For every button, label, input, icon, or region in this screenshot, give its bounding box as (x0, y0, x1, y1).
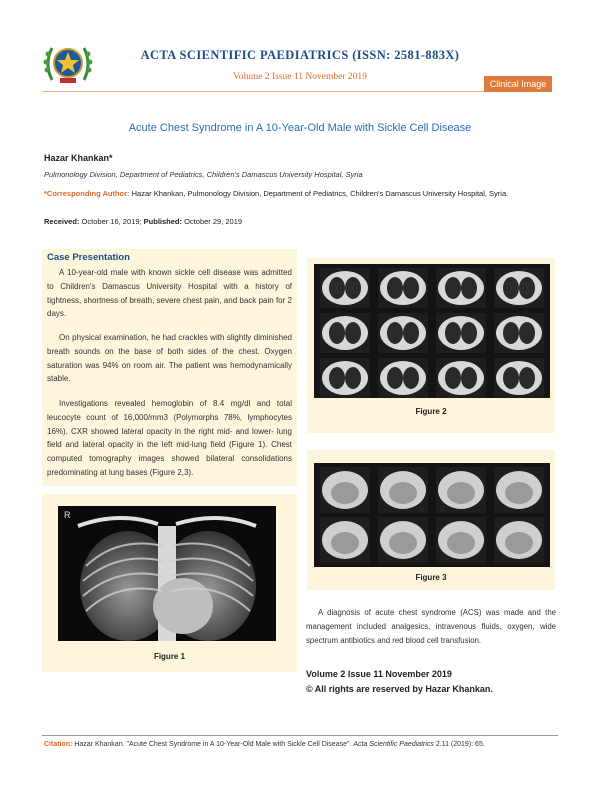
header-divider (42, 91, 552, 92)
citation-text: Hazar Khankan. "Acute Chest Syndrome in A 10-Year-Old Male with Sickle Cell Disease". (74, 741, 352, 748)
citation-divider (42, 735, 558, 736)
footer-issue: Volume 2 Issue 11 November 2019 (306, 669, 452, 679)
citation-label: Citation: (44, 741, 73, 748)
received-label: Received: (44, 217, 80, 226)
ct-scan-grid-image (314, 264, 550, 398)
figure-1-caption: Figure 1 (153, 652, 186, 661)
svg-text:R: R (64, 510, 71, 520)
chest-xray-image (58, 506, 276, 641)
copyright-notice: © All rights are reserved by Hazar Khankan. (306, 684, 493, 694)
article-title: Acute Chest Syndrome in A 10-Year-Old Male with Sickle Cell Disease (128, 122, 472, 134)
corresponding-text: Hazar Khankan, Pulmonology Division, Department of Pediatrics, Children's Damascus University Hospital, Syria. (131, 189, 509, 198)
published-date: October 29, 2019 (184, 217, 243, 226)
author-name: Hazar Khankan* (44, 153, 113, 163)
paragraph-history: A 10-year-old male with known sickle cell disease was admitted to Children's Damascus University Hospital with a history of tightness, shortness of breath, severe chest pain, and back pain for 2 days. (47, 268, 292, 319)
citation (44, 741, 485, 748)
paragraph-diagnosis: A diagnosis of acute chest syndrome (ACS) was made and the management included analgesics, intravenous fluids, oxygen, wide spectrum antibiotics and red blood cell transfusion. (306, 608, 556, 645)
paragraph-exam: On physical examination, he had crackles with slightly diminished breath sounds on the base of both sides of the chest. Oxygen saturation was 94% on room air. The patient was hemodynamically stable. (47, 333, 292, 384)
paragraph-investigations: Investigations revealed hemoglobin of 8.4 mg/dl and total leucocyte count of 16,000/mm3 (Polymorphs 78%, lymphocytes 16%). CXR showed lateral opacity in the right mid- and lower- lung field and lateral opacity in the left mid-lung field (Figure 1). Chest computed tomography images showed bilateral consolidations predominating at lung bases (Figure 2,3). (47, 399, 292, 477)
issue-info: Volume 2 Issue 11 November 2019 (233, 72, 367, 82)
citation-rest: 2.11 (2019): 65. (435, 741, 485, 748)
corresponding-label: *Corresponding Author: (44, 189, 130, 198)
article-type-badge: Clinical Image (484, 76, 552, 92)
journal-title: ACTA SCIENTIFIC PAEDIATRICS (ISSN: 2581-883X) (140, 48, 460, 62)
ct-scan-bases-image (314, 463, 550, 567)
author-affiliation: Pulmonology Division, Department of Pediatrics, Children's Damascus University Hospital, Syria (44, 170, 363, 179)
published-label: Published: (143, 217, 183, 226)
dates-line (44, 217, 242, 226)
figure-2-caption: Figure 2 (415, 407, 447, 416)
figure-3-caption: Figure 3 (415, 573, 447, 582)
section-heading: Case Presentation (47, 252, 130, 263)
received-date: October 16, 2019; (81, 217, 142, 226)
corresponding-author (44, 186, 554, 201)
citation-journal: Acta Scientific Paediatrics (353, 741, 434, 748)
